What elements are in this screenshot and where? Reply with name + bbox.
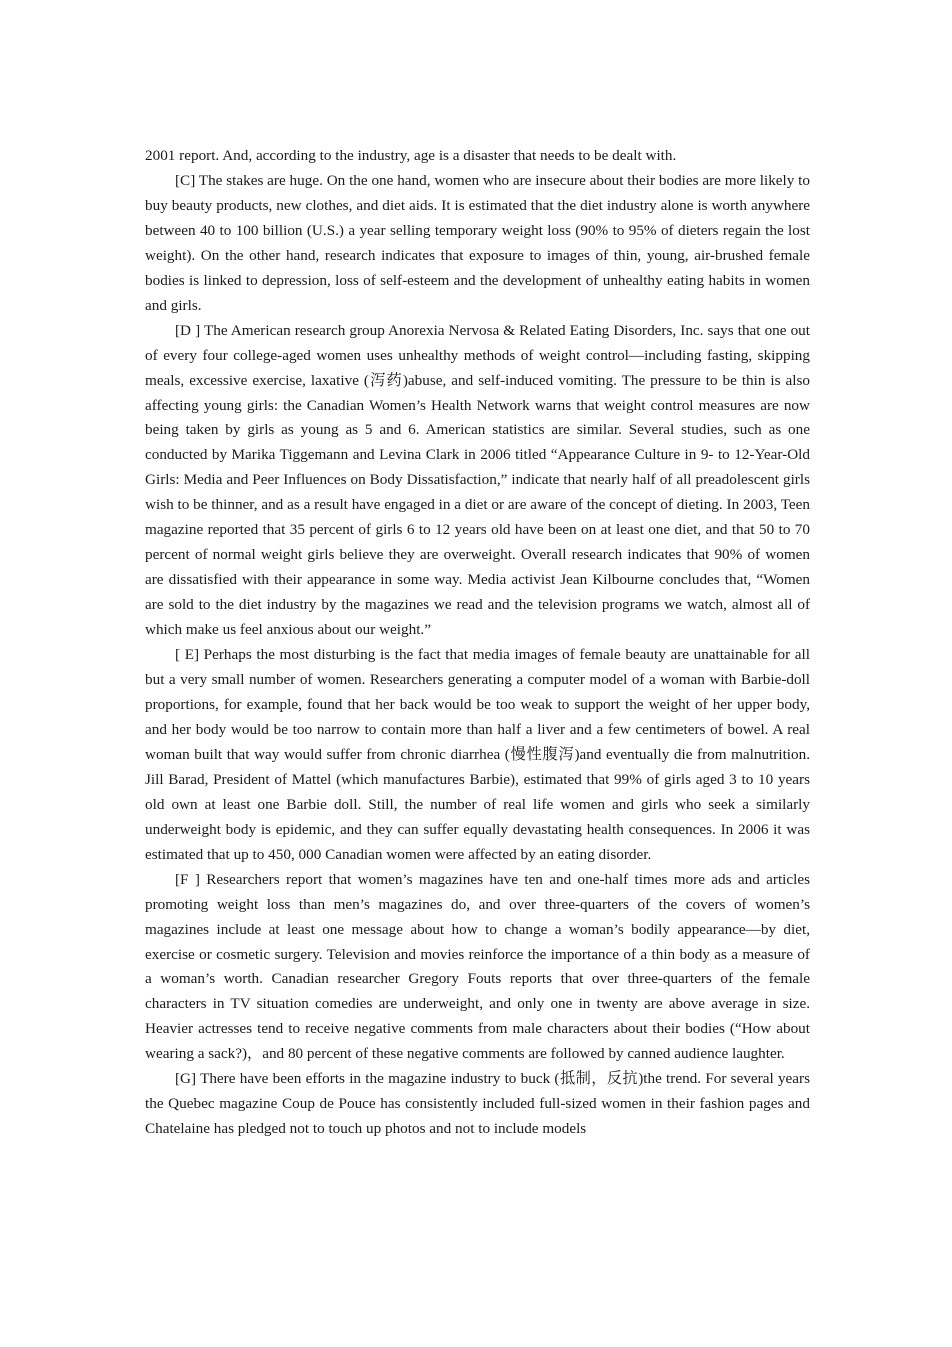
paragraph-f: [F ] Researchers report that women’s magazines have ten and one-half times more ads and articles promoting weight loss than men’s magazines do, and over three-quarters of the covers of women’s magazines include at least one message about how to change a woman’s bodily appearance—by diet, exercise or cosmetic surgery. Television and movies reinforce the importance of a thin body as a measure of a woman’s worth. Canadian researcher Gregory Fouts reports that over three-quarters of the female characters in TV situation comedies are underweight, and only one in twenty are above average in size. Heavier actresses tend to receive negative comments from male characters about their bodies (“How about wearing a sack?)，and 80 percent of these negative comments are followed by canned audience laughter.: [145, 870, 810, 1063]
paragraph-c: [C] The stakes are huge. On the one hand, women who are insecure about their bodies are more likely to buy beauty products, new clothes, and diet aids. It is estimated that the diet industry alone is worth anywhere between 40 to 100 billion (U.S.) a year selling temporary weight loss (90% to 95% of dieters regain the lost weight). On the other hand, research indicates that exposure to images of thin, young, air-brushed female bodies is linked to depression, loss of self-esteem and the development of unhealthy eating habits in women and girls.: [145, 171, 810, 314]
paragraph-e: [ E] Perhaps the most disturbing is the fact that media images of female beauty are unattainable for all but a very small number of women. Researchers generating a computer model of a woman with Barbie-doll proportions, for example, found that her back would be too weak to support the weight of her upper body, and her body would be too narrow to contain more than half a liver and a few centimeters of bowel. A real woman built that way would suffer from chronic diarrhea (慢性腹泻)and eventually die from malnutrition. Jill Barad, President of Mattel (which manufactures Barbie), estimated that 99% of girls aged 3 to 10 years old own at least one Barbie doll. Still, the number of real life women and girls who seek a similarly underweight body is epidemic, and they can suffer equally devastating health consequences. In 2006 it was estimated that up to 450, 000 Canadian women were affected by an eating disorder.: [145, 646, 810, 863]
paragraph-g: [G] There have been efforts in the magazine industry to buck (抵制，反抗)the trend. For several years the Quebec magazine Coup de Pouce has consistently included full-sized women in their fashion pages and Chatelaine has pledged not to touch up photos and not to include models: [145, 1070, 810, 1138]
article-body: [145, 144, 810, 1142]
paragraph-d: [D ] The American research group Anorexia Nervosa & Related Eating Disorders, Inc. says that one out of every four college-aged women uses unhealthy methods of weight control—including fasting, skipping meals, excessive exercise, laxative (泻药)abuse, and self-induced vomiting. The pressure to be thin is also affecting young girls: the Canadian Women’s Health Network warns that weight control measures are now being taken by girls as young as 5 and 6. American statistics are similar. Several studies, such as one conducted by Marika Tiggemann and Levina Clark in 2006 titled “Appearance Culture in 9- to 12-Year-Old Girls: Media and Peer Influences on Body Dissatisfaction,” indicate that nearly half of all preadolescent girls wish to be thinner, and as a result have engaged in a diet or are aware of the concept of dieting. In 2003, Teen magazine reported that 35 percent of girls 6 to 12 years old have been on at least one diet, and that 50 to 70 percent of normal weight girls believe they are overweight. Overall research indicates that 90% of women are dissatisfied with their appearance in some way. Media activist Jean Kilbourne concludes that, “Women are sold to the diet industry by the magazines we read and the television programs we watch, almost all of which make us feel anxious about our weight.”: [145, 321, 810, 639]
paragraph-continuation: 2001 report. And, according to the industry, age is a disaster that needs to be dealt with.: [145, 147, 677, 164]
